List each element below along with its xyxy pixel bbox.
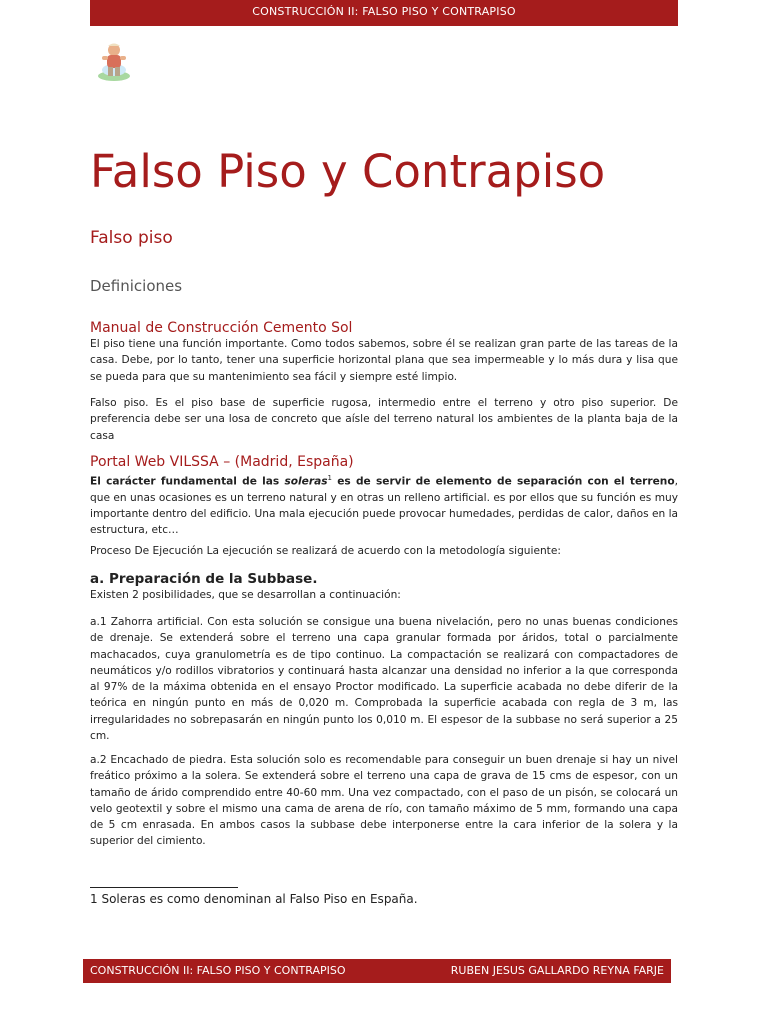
source-heading-1: Manual de Construcción Cemento Sol [90,320,353,336]
page-footer-bar [83,959,671,983]
worker-logo-icon [94,40,134,82]
paragraph-3-bold-c: es de servir de elemento de separación con el terreno [332,475,675,488]
footnote-ref: 1 [327,474,333,482]
document-title: Falso Piso y Contrapiso [90,145,606,198]
subbase-heading: a. Preparación de la Subbase. [90,571,318,587]
paragraph-5: Existen 2 posibilidades, que se desarrollan a continuación: [90,589,401,601]
page-header-bar [90,0,678,26]
paragraph-2: Falso piso. Es el piso base de superficie rugosa, intermedio entre el terreno y otro piso superior. De preferencia debe ser una losa de concreto que aísle del terreno natural los ambientes de la planta baja de la casa [90,397,678,442]
footer-course-title: CONSTRUCCIÓN II: FALSO PISO Y CONTRAPISO [90,964,346,977]
paragraph-6: a.1 Zahorra artificial. Con esta solución se consigue una buena nivelación, pero no unas buenas condiciones de drenaje. Se extenderá sobre el terreno una capa granular formada por áridos, total o parcialmente machacados, cuya granulometría es de tipo continuo. La compactación se realizará con compactadores de neumáticos y/o rodillos vibratorios y continuará hasta alcanzar una densidad no inferior a la que corresponda al 97% de la máxima obtenida en el ensayo Proctor modificado. La superficie acabada no debe diferir de la teórica en ningún punto en más de 0,020 m. Comprobada la superficie acabada con regla de 3 m, las irregularidades no sobrepasarán en ningún punto los 0,010 m. El espesor de la subbase no será superior a 25 cm. [90,616,678,743]
paragraph-3-bold-italic: soleras [284,475,328,488]
header-title: CONSTRUCCIÓN II: FALSO PISO Y CONTRAPISO [252,5,516,18]
paragraph-3-rest: , que en unas ocasiones es un terreno natural y en otras un relleno artificial. es por ellos que su función es muy importante dentro del edificio. Una mala ejecución puede provocar humedades, perdidas de calor, daños en la estructura, etc… [90,475,678,537]
paragraph-3-bold-a: El carácter fundamental de las [90,475,285,488]
section-heading: Falso piso [90,228,173,248]
paragraph-1: El piso tiene una función importante. Como todos sabemos, sobre él se realizan gran parte de las tareas de la casa. Debe, por lo tanto, tener una superficie horizontal plana que sea impermeable y lo más dura y lisa que se pueda para que su mantenimiento sea fácil y siempre esté limpio. [90,338,678,383]
paragraph-4: Proceso De Ejecución La ejecución se realizará de acuerdo con la metodología siguiente: [90,545,561,557]
footer-author: RUBEN JESUS GALLARDO REYNA FARJE [450,964,664,977]
subsection-heading: Definiciones [90,277,183,295]
footnote-divider [90,887,238,888]
paragraph-7: a.2 Encachado de piedra. Esta solución solo es recomendable para conseguir un buen drenaje si hay un nivel freático próximo a la solera. Se extenderá sobre el terreno una capa de grava de 15 cms de espesor, con un tamaño de árido comprendido entre 40-60 mm. Una vez compactado, con el paso de un pisón, se colocará un velo geotextil y sobre el mismo una cama de arena de río, con tamaño máximo de 5 mm, formando una capa de 5 cm enrasada. En ambos casos la subbase debe interponerse entre la cara inferior de la solera y la superior del cimiento. [90,754,678,848]
paragraph-3 [90,470,678,539]
footnote: 1 Soleras es como denominan al Falso Piso en España. [90,892,418,906]
source-heading-2: Portal Web VILSSA – (Madrid, España) [90,454,354,470]
